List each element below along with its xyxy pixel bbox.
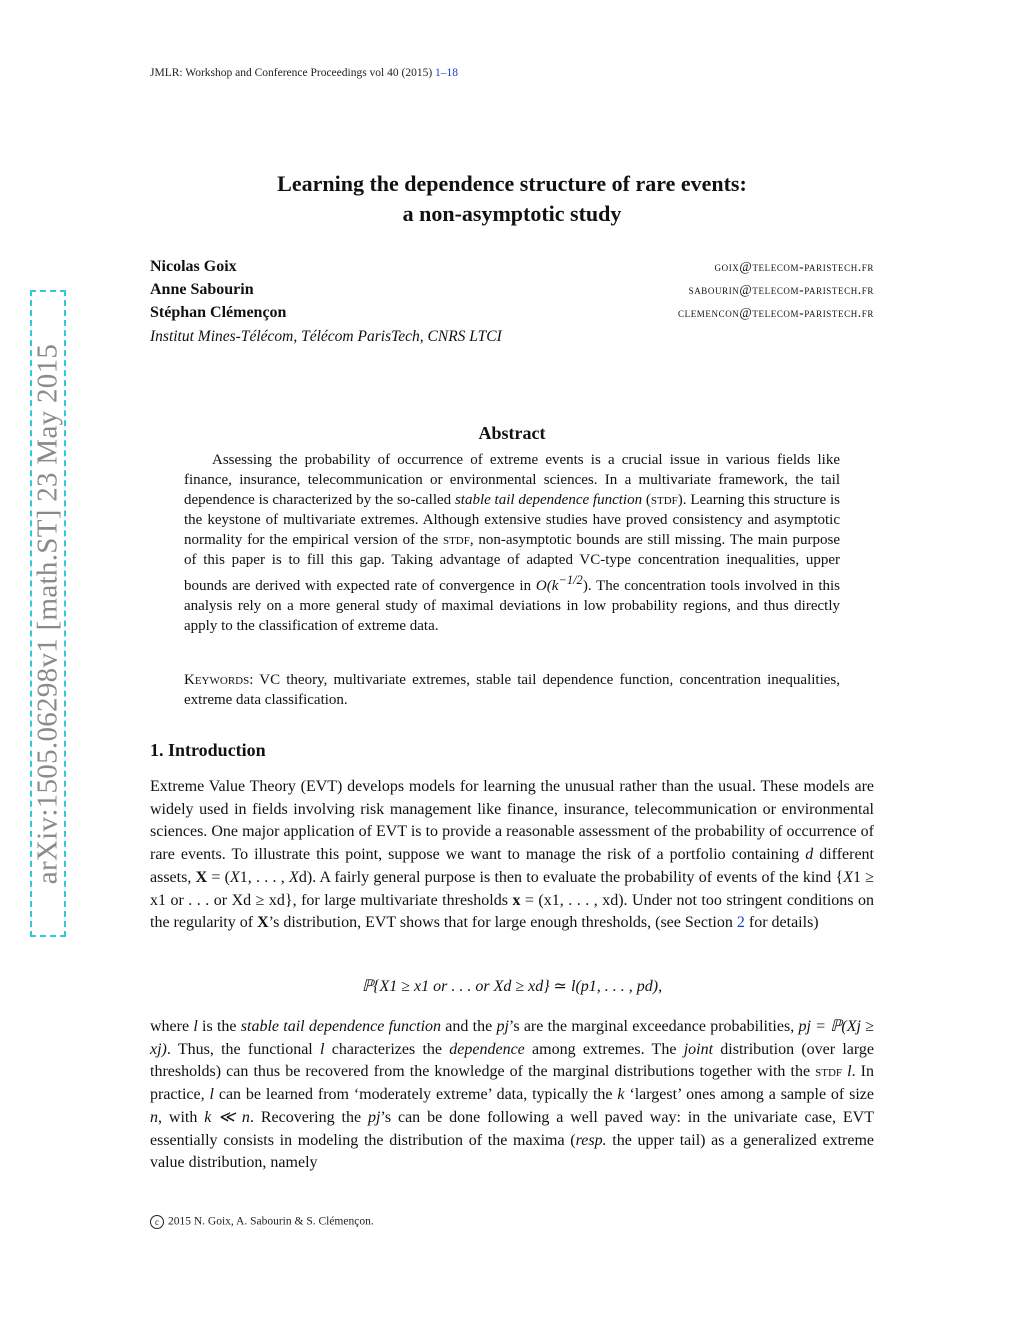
math-inline: k ≪ n	[204, 1108, 250, 1126]
body-text: = (x1, . . . , xd). Under not too stringent conditions on the regularity of	[150, 891, 874, 932]
math-var: l	[209, 1086, 214, 1104]
copyright-footer	[150, 1215, 374, 1229]
abstract-acronym: stdf	[442, 532, 470, 548]
abstract-body	[184, 450, 840, 636]
author-row	[150, 258, 874, 281]
section-heading: 1. Introduction	[150, 740, 266, 760]
abstract-text: Assessing the probability of occurrence of extreme events is a crucial issue in various fields like finance, insurance, telecommunication or environmental sciences. In a multivariate framework, the tail dependence is characterized by the so-called	[184, 452, 840, 508]
body-emphasis: resp.	[575, 1131, 607, 1149]
body-emphasis: stable tail dependence function	[240, 1018, 442, 1035]
copyright-text: 2015 N. Goix, A. Sabourin & S. Clémençon.	[168, 1215, 374, 1228]
author-block	[150, 258, 874, 346]
abstract-text: ). Learning this structure is the keystone of multivariate extremes. Although extensive studies have proved consistency and asymptotic normality for the empirical version of the	[184, 492, 840, 548]
body-text: ’s can be done following a well paved way: in the univariate case, EVT essentially consists in modeling the distribution of the maxima (	[150, 1108, 875, 1149]
author-row	[150, 281, 874, 304]
arxiv-stamp	[30, 290, 66, 937]
body-text: 1, . . . ,	[239, 868, 290, 886]
pages-link[interactable]: 1–18	[435, 67, 459, 79]
math-var: d	[805, 846, 814, 864]
body-text: ‘largest’ ones among a sample of size	[624, 1086, 875, 1104]
abstract-text: , non-asymptotic bounds are still missing. The main purpose of this paper is to fill this gap. Taking advantage of adapted VC-type concentration inequalities, upper bounds are derived with expected rate of convergence in	[184, 532, 840, 594]
author-name: Nicolas Goix	[150, 258, 237, 275]
abstract-text: . The concentration tools involved in this analysis rely on a more general study of maximal deviations in low probability regions, and thus directly apply to the classification of extreme data.	[184, 578, 841, 634]
abstract-emphasis: stable tail dependence function	[454, 492, 643, 508]
body-text: characterizes the	[324, 1040, 450, 1058]
math-vector: X	[195, 868, 208, 886]
body-emphasis: joint	[683, 1040, 714, 1058]
title-line-1: Learning the dependence structure of rare events:	[277, 171, 747, 196]
math-var: l	[320, 1040, 325, 1058]
body-text: . Recovering the	[249, 1108, 368, 1126]
keywords-label: Keywords	[184, 672, 250, 688]
journal-info: JMLR: Workshop and Conference Proceedings vol 40 (2015)	[150, 67, 436, 79]
math-vector: X	[257, 914, 269, 932]
body-text: different assets,	[150, 846, 874, 886]
author-email: goix@telecom-paristech.fr	[714, 259, 874, 274]
section-reference-link[interactable]: 2	[736, 914, 745, 932]
display-equation: ℙ{X1 ≥ x1 or . . . or Xd ≥ xd} ≃ l(p1, . . . , pd),	[361, 978, 663, 995]
abstract-math: O(k	[535, 578, 559, 594]
body-text: . In practice,	[150, 1063, 875, 1104]
author-email: sabourin@telecom-paristech.fr	[688, 282, 874, 297]
intro-paragraph-2	[150, 1016, 874, 1175]
body-emphasis: dependence	[449, 1040, 525, 1058]
body-text: for details)	[744, 914, 819, 932]
math-var: k	[617, 1086, 625, 1104]
body-text: the upper tail) as a generalized extreme value distribution, namely	[150, 1131, 875, 1172]
copyright-icon: c	[150, 1215, 164, 1229]
abstract-acronym: stdf	[650, 492, 678, 508]
abstract-paragraph	[184, 450, 840, 636]
body-text: is the	[197, 1018, 241, 1035]
abstract-text: (	[642, 492, 651, 508]
math-var: pj	[367, 1108, 381, 1126]
math-var: pj	[496, 1018, 509, 1035]
keywords-text: : VC theory, multivariate extremes, stable tail dependence function, concentration inequalities, extreme data classification.	[184, 672, 840, 708]
intro-paragraph-1	[150, 776, 874, 935]
body-text: where	[150, 1018, 194, 1035]
arxiv-stamp-text: arXiv:1505.06298v1 [math.ST] 23 May 2015	[31, 343, 64, 884]
math-var: l	[847, 1063, 852, 1081]
author-name: Stéphan Clémençon	[150, 304, 287, 321]
body-acronym: stdf	[815, 1063, 843, 1081]
body-text: Extreme Value Theory (EVT) develops models for learning the unusual rather than the usual. These models are widely used in fields involving risk management like finance, insurance, telecommunication or environmental sciences. One major application of EVT is to provide a reasonable assessment of the probability of occurrence of rare events. To illustrate this point, suppose we want to manage the risk of a portfolio containing	[150, 778, 874, 864]
keywords	[184, 670, 840, 710]
math-vector: x	[512, 891, 521, 909]
body-text: 1 ≥ x1 or . . . or Xd ≥ xd}, for large multivariate thresholds	[150, 868, 875, 909]
author-row	[150, 304, 874, 327]
abstract-math: )	[582, 578, 588, 594]
math-var: X	[289, 868, 299, 886]
title-line-2: a non-asymptotic study	[402, 201, 622, 226]
affiliation: Institut Mines-Télécom, Télécom ParisTech, CNRS LTCI	[150, 328, 502, 345]
running-header	[150, 67, 458, 79]
body-text: ’s distribution, EVT shows that for large enough thresholds, (see Section	[268, 914, 737, 932]
math-var: n	[150, 1108, 158, 1126]
body-text: distribution (over large thresholds) can thus be recovered from the knowledge of the marginal distributions together with the	[150, 1040, 875, 1081]
abstract-math-exponent: −1/2	[558, 573, 583, 587]
math-var: X	[843, 868, 853, 886]
body-text: d). A fairly general purpose is then to evaluate the probability of events of the kind {	[298, 868, 844, 886]
author-name: Anne Sabourin	[150, 281, 254, 298]
body-text: among extremes. The	[524, 1040, 684, 1058]
body-text: , with	[158, 1108, 205, 1126]
math-inline: pj = ℙ(Xj ≥ xj)	[150, 1018, 874, 1058]
math-var: X	[230, 868, 240, 886]
abstract-heading: Abstract	[478, 423, 546, 443]
author-email: clemencon@telecom-paristech.fr	[678, 305, 874, 320]
body-text: ’s are the marginal exceedance probabilities,	[508, 1018, 799, 1035]
body-text: can be learned from ‘moderately extreme’ data, typically the	[213, 1086, 618, 1104]
body-text: . Thus, the functional	[166, 1040, 321, 1058]
body-text: and the	[441, 1018, 497, 1035]
math-var: l	[193, 1018, 198, 1035]
paper-title	[150, 169, 874, 229]
body-text: = (	[207, 868, 230, 886]
